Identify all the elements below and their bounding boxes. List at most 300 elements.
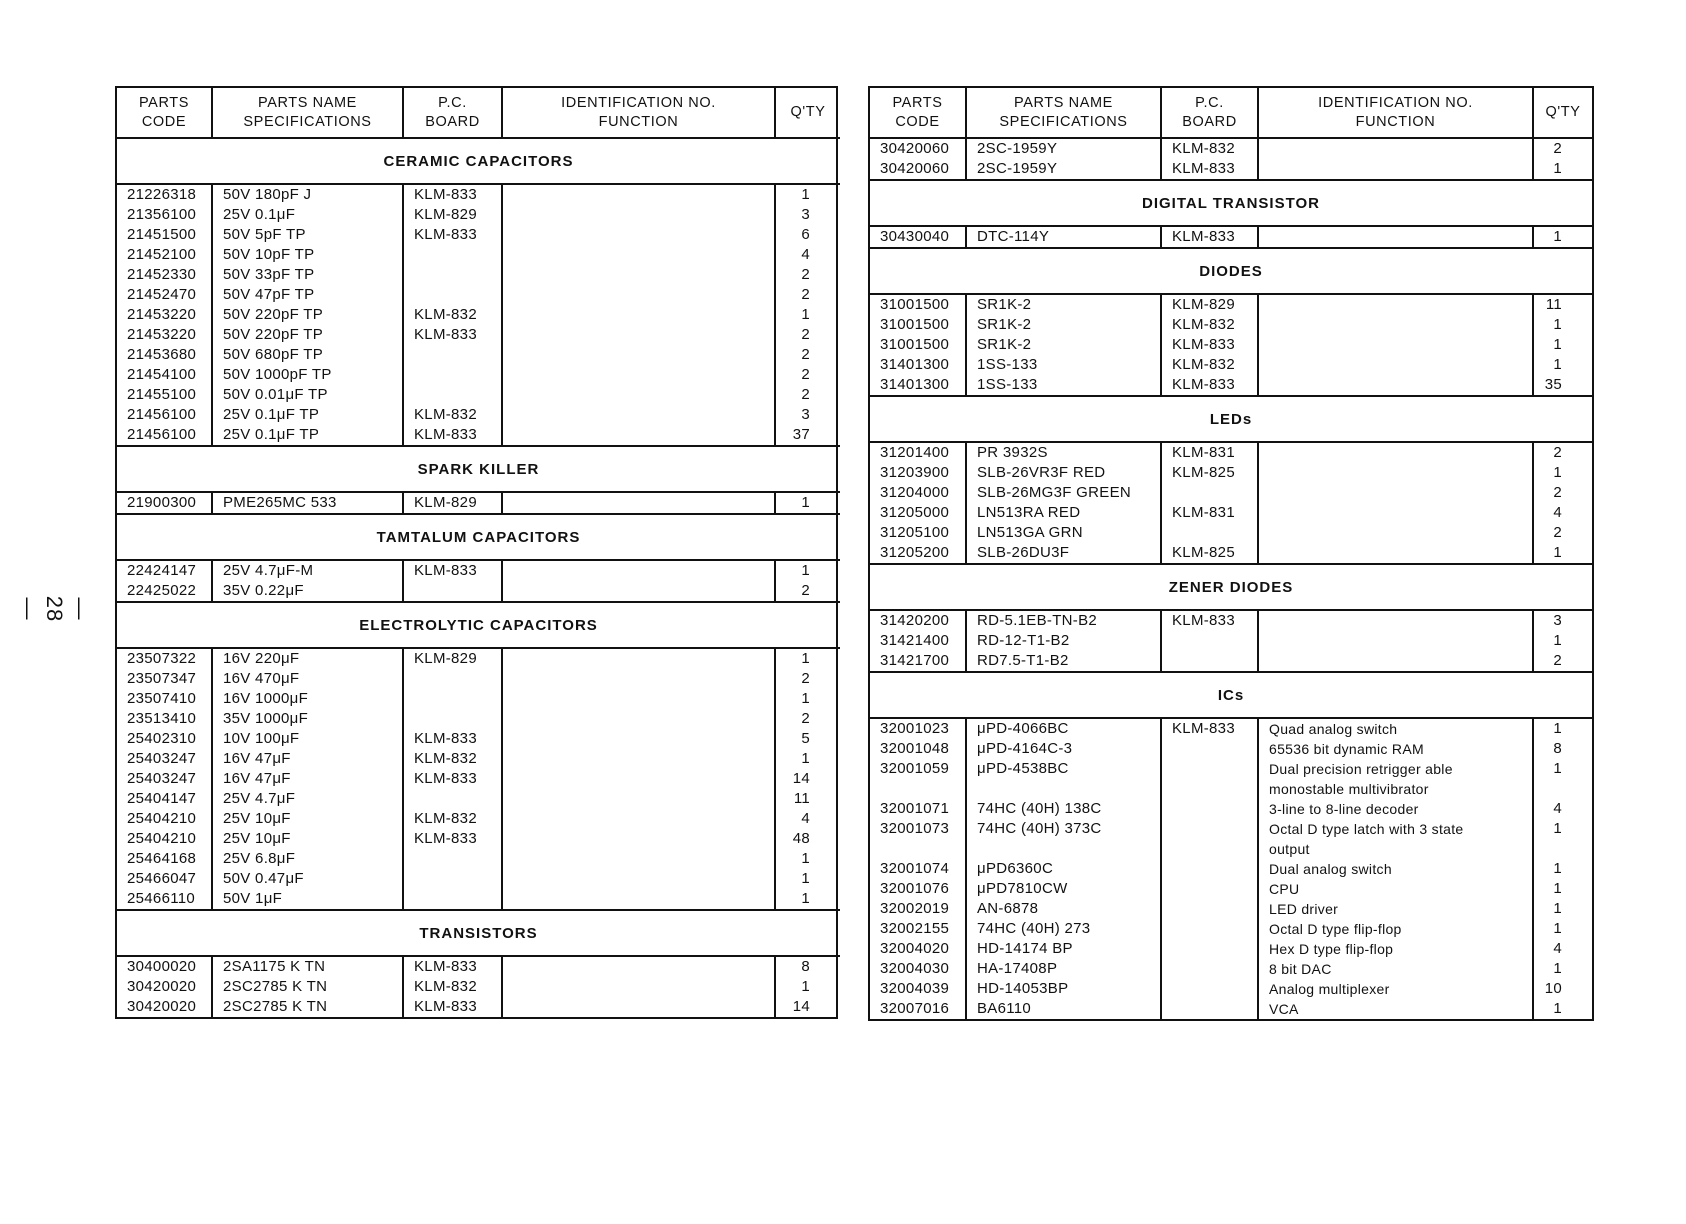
pc-board-cell — [1172, 879, 1257, 899]
parts-code-cell: 31420200 — [880, 612, 950, 629]
qty-column — [775, 184, 840, 446]
parts-name-cell: 25V 4.7μF-M — [223, 562, 314, 579]
function-cell — [1269, 443, 1532, 463]
qty-cell: 14 — [792, 770, 810, 787]
function-cell — [513, 849, 774, 869]
function-cell — [1269, 355, 1532, 375]
qty-cell: 2 — [1553, 652, 1562, 669]
parts-name-cell: DTC-114Y — [977, 228, 1050, 245]
qty-column — [1533, 138, 1592, 180]
qty-cell: 10 — [1544, 980, 1562, 997]
parts-name-cell: HD-14053BP — [977, 980, 1069, 997]
parts-code-cell: 31421700 — [880, 652, 950, 669]
parts-name-cell: 25V 10μF — [223, 810, 291, 827]
pc-board-cell — [1172, 999, 1257, 1019]
parts-name-cell: 50V 1000pF TP — [223, 366, 332, 383]
function-cell: Quad analog switch — [1269, 721, 1398, 737]
qty-cell: 2 — [801, 266, 810, 283]
function-cell — [513, 225, 774, 245]
parts-code-cell: 21455100 — [127, 386, 197, 403]
parts-code-cell: 21453220 — [127, 326, 197, 343]
qty-cell: 1 — [1553, 880, 1562, 897]
qty-cell: 8 — [801, 958, 810, 975]
parts-code-cell: 31205100 — [880, 524, 950, 541]
parts-code-cell: 32001059 — [880, 760, 950, 777]
parts-name-cell: 16V 47μF — [223, 750, 291, 767]
pc-board-column — [403, 492, 502, 514]
parts-name-cell: 25V 4.7μF — [223, 790, 296, 807]
qty-cell: 4 — [801, 246, 810, 263]
qty-cell: 1 — [1553, 632, 1562, 649]
parts-code-cell: 25466110 — [127, 890, 196, 907]
function-cell — [513, 709, 774, 729]
qty-cell: 48 — [792, 830, 810, 847]
function-cell: 65536 bit dynamic RAM — [1269, 741, 1424, 757]
pc-board-cell: KLM-833 — [1172, 720, 1235, 737]
qty-cell: 8 — [1553, 740, 1562, 757]
qty-cell: 1 — [801, 978, 810, 995]
parts-code-cell: 25404147 — [127, 790, 197, 807]
pc-board-cell: KLM-833 — [414, 998, 477, 1015]
pc-board-cell: KLM-833 — [414, 730, 477, 747]
section-title: ZENER DIODES — [870, 564, 1592, 610]
parts-name-column — [966, 226, 1161, 248]
function-cell — [513, 977, 774, 997]
parts-code-cell: 31205000 — [880, 504, 950, 521]
qty-cell: 5 — [801, 730, 810, 747]
parts-code-column — [870, 442, 966, 564]
function-column — [1258, 294, 1533, 396]
pc-board-cell: KLM-832 — [414, 306, 477, 323]
parts-name-cell: SR1K-2 — [977, 316, 1032, 333]
parts-name-cell: SR1K-2 — [977, 296, 1032, 313]
qty-cell: 2 — [1553, 484, 1562, 501]
parts-code-cell: 31001500 — [880, 296, 950, 313]
pc-board-cell — [1172, 779, 1257, 799]
parts-code-cell: 30400020 — [127, 958, 197, 975]
function-cell — [513, 649, 774, 669]
pc-board-cell: KLM-833 — [1172, 612, 1235, 629]
pc-board-cell — [414, 789, 501, 809]
qty-cell: 1 — [801, 650, 810, 667]
header-row — [870, 88, 1592, 138]
pc-board-cell — [414, 385, 501, 405]
pc-board-column — [403, 560, 502, 602]
function-cell — [513, 997, 774, 1017]
parts-name-cell: μPD-4164C-3 — [977, 740, 1073, 757]
function-cell — [1269, 227, 1532, 247]
pc-board-cell: KLM-831 — [1172, 504, 1235, 521]
parts-name-cell: RD-12-T1-B2 — [977, 632, 1070, 649]
parts-code-cell: 25466047 — [127, 870, 197, 887]
parts-code-cell: 32002155 — [880, 920, 950, 937]
function-cell — [513, 325, 774, 345]
col-header-parts-name: PARTS NAME SPECIFICATIONS — [212, 88, 403, 138]
parts-code-column — [117, 956, 212, 1017]
parts-code-cell: 31201400 — [880, 444, 950, 461]
pc-board-cell: KLM-829 — [414, 206, 477, 223]
pc-board-cell — [1172, 919, 1257, 939]
parts-code-cell: 23513410 — [127, 710, 197, 727]
function-cell — [1269, 295, 1532, 315]
parts-name-cell: 25V 0.1μF — [223, 206, 296, 223]
function-cell — [513, 561, 774, 581]
section-header — [117, 138, 840, 184]
parts-name-cell: 25V 0.1μF TP — [223, 426, 320, 443]
qty-cell: 2 — [801, 366, 810, 383]
function-cell: Octal D type latch with 3 state — [1269, 821, 1464, 837]
qty-cell: 1 — [801, 186, 810, 203]
section-rows — [870, 294, 1592, 396]
qty-column — [775, 492, 840, 514]
pc-board-column — [1161, 226, 1258, 248]
parts-name-cell: μPD7810CW — [977, 880, 1068, 897]
qty-cell — [1534, 779, 1562, 799]
col-header-identification: IDENTIFICATION NO. FUNCTION — [502, 88, 775, 138]
section-title: CERAMIC CAPACITORS — [117, 138, 840, 184]
parts-code-cell: 25404210 — [127, 810, 197, 827]
parts-code-cell: 32004020 — [880, 940, 950, 957]
section-header — [870, 396, 1592, 442]
pc-board-cell — [414, 345, 501, 365]
function-cell — [1269, 523, 1532, 543]
pc-board-cell — [1172, 483, 1257, 503]
qty-column — [1533, 442, 1592, 564]
function-column — [1258, 718, 1533, 1019]
parts-name-cell: PME265MC 533 — [223, 494, 337, 511]
function-cell: monostable multivibrator — [1269, 781, 1429, 797]
pc-board-cell — [1172, 759, 1257, 779]
parts-name-cell: PR 3932S — [977, 444, 1048, 461]
parts-code-cell: 32007016 — [880, 1000, 950, 1017]
qty-column — [1533, 718, 1592, 1019]
qty-cell: 4 — [1553, 504, 1562, 521]
parts-code-cell: 21451500 — [127, 226, 197, 243]
qty-cell: 2 — [801, 346, 810, 363]
pc-board-column — [403, 648, 502, 910]
pc-board-cell: KLM-833 — [1172, 336, 1235, 353]
pc-board-cell — [1172, 959, 1257, 979]
qty-cell: 1 — [1553, 960, 1562, 977]
parts-name-cell: 50V 47pF TP — [223, 286, 315, 303]
section-header — [870, 248, 1592, 294]
parts-code-cell: 32001073 — [880, 820, 950, 837]
parts-code-column — [870, 138, 966, 180]
qty-cell: 37 — [792, 426, 810, 443]
section-rows — [117, 956, 840, 1017]
pc-board-cell — [1172, 799, 1257, 819]
qty-cell: 4 — [801, 810, 810, 827]
pc-board-cell: KLM-832 — [414, 750, 477, 767]
qty-cell: 1 — [801, 562, 810, 579]
qty-cell: 11 — [793, 790, 810, 807]
function-cell — [1269, 651, 1532, 671]
qty-cell: 11 — [1545, 296, 1562, 313]
function-cell — [513, 425, 774, 445]
parts-code-cell: 30420020 — [127, 998, 197, 1015]
qty-column — [1533, 226, 1592, 248]
parts-name-cell: BA6110 — [977, 1000, 1032, 1017]
parts-list-right — [868, 86, 1594, 1021]
parts-name-cell: 50V 180pF J — [223, 186, 312, 203]
function-cell — [513, 957, 774, 977]
function-cell — [513, 205, 774, 225]
col-header-parts-code: PARTS CODE — [870, 88, 966, 138]
pc-board-cell — [1172, 839, 1257, 859]
qty-cell: 35 — [1544, 376, 1562, 393]
section-title: DIODES — [870, 248, 1592, 294]
pc-board-cell — [1172, 819, 1257, 839]
qty-cell: 1 — [1553, 1000, 1562, 1017]
function-cell — [1269, 611, 1532, 631]
parts-code-cell: 31421400 — [880, 632, 950, 649]
section-rows — [870, 442, 1592, 564]
parts-code-cell — [880, 839, 965, 859]
parts-name-column — [966, 610, 1161, 672]
pc-board-cell: KLM-829 — [414, 494, 477, 511]
qty-cell: 1 — [1553, 160, 1562, 177]
function-cell — [1269, 159, 1532, 179]
pc-board-cell — [1172, 631, 1257, 651]
section-title: LEDs — [870, 396, 1592, 442]
parts-code-cell: 22424147 — [127, 562, 197, 579]
parts-name-cell: 35V 0.22μF — [223, 582, 304, 599]
qty-cell: 1 — [1553, 860, 1562, 877]
parts-name-cell: 2SC-1959Y — [977, 140, 1058, 157]
function-cell — [513, 889, 774, 909]
qty-cell: 1 — [1553, 720, 1562, 737]
pc-board-cell: KLM-832 — [414, 406, 477, 423]
qty-cell: 1 — [1553, 228, 1562, 245]
parts-code-cell: 32002019 — [880, 900, 950, 917]
function-cell — [1269, 335, 1532, 355]
parts-name-cell: μPD6360C — [977, 860, 1054, 877]
parts-code-cell: 30420060 — [880, 160, 950, 177]
qty-cell: 3 — [801, 206, 810, 223]
function-cell: Dual analog switch — [1269, 861, 1392, 877]
function-column — [502, 956, 775, 1017]
section-title: DIGITAL TRANSISTOR — [870, 180, 1592, 226]
parts-code-cell: 25404210 — [127, 830, 197, 847]
qty-cell: 1 — [1553, 464, 1562, 481]
parts-code-cell: 31401300 — [880, 356, 950, 373]
parts-table-right — [870, 88, 1592, 1019]
parts-name-cell: 50V 33pF TP — [223, 266, 315, 283]
qty-cell: 1 — [1553, 900, 1562, 917]
col-header-qty: Q'TY — [775, 88, 840, 138]
function-cell — [1269, 543, 1532, 563]
section-header — [117, 514, 840, 560]
parts-code-cell: 31001500 — [880, 336, 950, 353]
parts-name-column — [966, 138, 1161, 180]
parts-code-column — [870, 226, 966, 248]
section-rows — [870, 718, 1592, 1019]
function-cell: VCA — [1269, 1001, 1299, 1017]
parts-name-cell: 16V 1000μF — [223, 690, 309, 707]
parts-code-column — [117, 492, 212, 514]
qty-cell: 2 — [801, 710, 810, 727]
qty-column — [1533, 610, 1592, 672]
function-cell — [513, 265, 774, 285]
qty-column — [775, 648, 840, 910]
function-column — [1258, 442, 1533, 564]
parts-name-cell: 2SC2785 K TN — [223, 978, 328, 995]
parts-name-column — [212, 492, 403, 514]
pc-board-cell — [414, 365, 501, 385]
col-header-pc-board: P.C. BOARD — [403, 88, 502, 138]
parts-code-cell: 21452470 — [127, 286, 197, 303]
pc-board-cell: KLM-829 — [414, 650, 477, 667]
parts-code-cell: 32001023 — [880, 720, 950, 737]
section-rows — [117, 492, 840, 514]
function-column — [1258, 226, 1533, 248]
parts-code-cell: 21452100 — [127, 246, 197, 263]
parts-code-cell: 31203900 — [880, 464, 950, 481]
parts-name-cell: 10V 100μF — [223, 730, 300, 747]
function-cell — [1269, 503, 1532, 523]
pc-board-cell: KLM-833 — [414, 830, 477, 847]
pc-board-cell: KLM-832 — [1172, 316, 1235, 333]
parts-name-cell: 16V 220μF — [223, 650, 300, 667]
function-cell — [513, 789, 774, 809]
function-cell — [1269, 315, 1532, 335]
pc-board-cell — [1172, 859, 1257, 879]
parts-name-cell: 50V 5pF TP — [223, 226, 306, 243]
parts-name-column — [966, 442, 1161, 564]
qty-cell: 3 — [1553, 612, 1562, 629]
pc-board-cell — [414, 285, 501, 305]
parts-name-column — [212, 184, 403, 446]
parts-name-column — [966, 718, 1161, 1019]
parts-list-left — [115, 86, 838, 1019]
pc-board-cell — [414, 889, 501, 909]
parts-name-cell: 74HC (40H) 373C — [977, 820, 1102, 837]
qty-cell: 1 — [801, 890, 810, 907]
pc-board-cell: KLM-833 — [1172, 376, 1235, 393]
section-rows — [117, 560, 840, 602]
qty-cell: 2 — [801, 326, 810, 343]
parts-name-column — [966, 294, 1161, 396]
col-header-parts-code: PARTS CODE — [117, 88, 212, 138]
parts-code-cell: 32004030 — [880, 960, 950, 977]
qty-cell: 1 — [801, 750, 810, 767]
qty-column — [1533, 294, 1592, 396]
parts-name-cell — [977, 779, 1160, 799]
qty-column — [775, 560, 840, 602]
section-header — [117, 446, 840, 492]
parts-code-cell: 30420020 — [127, 978, 197, 995]
qty-cell: 1 — [1553, 760, 1562, 777]
parts-code-cell: 25402310 — [127, 730, 197, 747]
parts-name-cell: 50V 680pF TP — [223, 346, 324, 363]
pc-board-cell — [1172, 979, 1257, 999]
parts-name-column — [212, 956, 403, 1017]
parts-name-cell: LN513RA RED — [977, 504, 1081, 521]
parts-name-cell: μPD-4538BC — [977, 760, 1069, 777]
pc-board-cell: KLM-831 — [1172, 444, 1235, 461]
parts-code-cell: 21453220 — [127, 306, 197, 323]
qty-cell: 1 — [801, 870, 810, 887]
pc-board-cell — [1172, 939, 1257, 959]
parts-code-cell: 31001500 — [880, 316, 950, 333]
section-title: TAMTALUM CAPACITORS — [117, 514, 840, 560]
function-column — [1258, 610, 1533, 672]
parts-code-cell: 31204000 — [880, 484, 950, 501]
function-column — [502, 560, 775, 602]
qty-cell: 4 — [1553, 940, 1562, 957]
parts-code-cell: 32001076 — [880, 880, 950, 897]
pc-board-cell: KLM-832 — [414, 810, 477, 827]
parts-code-column — [870, 610, 966, 672]
parts-code-cell: 25403247 — [127, 770, 197, 787]
parts-name-cell: 25V 0.1μF TP — [223, 406, 320, 423]
parts-code-cell: 31205200 — [880, 544, 950, 561]
parts-name-cell: 2SA1175 K TN — [223, 958, 326, 975]
parts-name-column — [212, 648, 403, 910]
section-header — [870, 180, 1592, 226]
parts-name-cell: 50V 1μF — [223, 890, 283, 907]
section-title: TRANSISTORS — [117, 910, 840, 956]
function-cell — [1269, 139, 1532, 159]
pc-board-cell — [1172, 523, 1257, 543]
section-header — [117, 910, 840, 956]
function-cell — [513, 669, 774, 689]
parts-code-cell: 23507410 — [127, 690, 197, 707]
pc-board-column — [403, 184, 502, 446]
function-cell — [513, 829, 774, 849]
pc-board-cell — [414, 709, 501, 729]
function-cell: LED driver — [1269, 901, 1339, 917]
parts-name-cell: 1SS-133 — [977, 376, 1038, 393]
parts-name-cell: 1SS-133 — [977, 356, 1038, 373]
parts-code-column — [117, 560, 212, 602]
function-cell — [513, 385, 774, 405]
section-title: ELECTROLYTIC CAPACITORS — [117, 602, 840, 648]
function-column — [502, 492, 775, 514]
parts-table-left — [117, 88, 840, 1017]
qty-cell: 1 — [801, 494, 810, 511]
qty-cell: 14 — [792, 998, 810, 1015]
qty-cell: 1 — [801, 850, 810, 867]
pc-board-cell: KLM-832 — [414, 978, 477, 995]
function-cell — [1269, 631, 1532, 651]
function-cell — [513, 729, 774, 749]
function-cell — [1269, 483, 1532, 503]
qty-cell: 1 — [1553, 920, 1562, 937]
section-rows — [870, 610, 1592, 672]
qty-cell: 2 — [801, 286, 810, 303]
qty-cell: 2 — [801, 670, 810, 687]
function-column — [1258, 138, 1533, 180]
pc-board-cell — [414, 669, 501, 689]
parts-code-cell: 21356100 — [127, 206, 197, 223]
section-rows — [117, 648, 840, 910]
parts-code-cell: 23507322 — [127, 650, 197, 667]
parts-name-cell: 16V 47μF — [223, 770, 291, 787]
parts-code-cell: 21454100 — [127, 366, 197, 383]
parts-name-cell: RD-5.1EB-TN-B2 — [977, 612, 1098, 629]
parts-name-cell: AN-6878 — [977, 900, 1039, 917]
pc-board-cell: KLM-825 — [1172, 464, 1235, 481]
pc-board-column — [1161, 138, 1258, 180]
pc-board-column — [1161, 442, 1258, 564]
parts-code-cell — [880, 779, 965, 799]
pc-board-cell: KLM-833 — [414, 426, 477, 443]
function-cell: Hex D type flip-flop — [1269, 941, 1394, 957]
parts-code-cell: 30420060 — [880, 140, 950, 157]
parts-code-cell: 30430040 — [880, 228, 950, 245]
parts-code-cell: 32001071 — [880, 800, 950, 817]
